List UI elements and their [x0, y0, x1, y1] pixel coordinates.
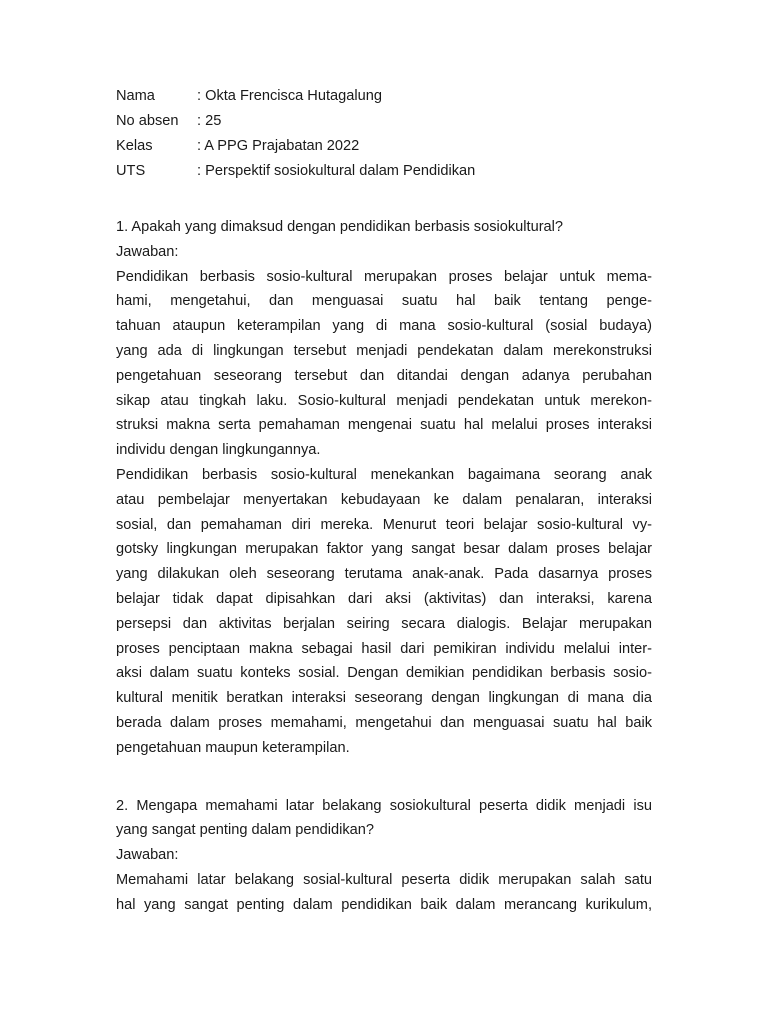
paragraph-line: Pendidikan berbasis sosio-kultural menekankan bagaimana seorang anak [116, 466, 652, 483]
header-row-kelas [116, 134, 652, 159]
answer-1-paragraph-2 [116, 463, 652, 761]
question-2-line: yang sangat penting dalam pendidikan? [116, 822, 375, 839]
paragraph-line: atau pembelajar menyertakan kebudayaan ke dalam penalaran, interaksi [116, 491, 652, 508]
header-row-nama [116, 84, 652, 109]
header-row-no-absen [116, 109, 652, 134]
paragraph-line: kultural menitik beratkan interaksi seseorang dengan lingkungan di mana dia [116, 690, 652, 707]
header-block [116, 84, 652, 184]
header-label: UTS [116, 163, 146, 179]
paragraph-line: aksi dalam suatu konteks sosial. Dengan demikian pendidikan berbasis sosio- [116, 665, 652, 682]
paragraph-line: sikap atau tingkah laku. Sosio-kultural menjadi pendekatan untuk merekon- [116, 392, 652, 409]
answer-label-1: Jawaban: [116, 243, 179, 260]
question-1: 1. Apakah yang dimaksud dengan pendidikan berbasis sosiokultural? [116, 219, 564, 235]
header-value: : Perspektif sosiokultural dalam Pendidikan [197, 163, 476, 179]
paragraph-line: individu dengan lingkungannya. [116, 442, 321, 459]
question-1-section [116, 215, 652, 761]
paragraph-line: Memahami latar belakang sosial-kultural peserta didik merupakan salah satu [116, 871, 652, 888]
header-label: Nama [116, 88, 155, 104]
paragraph-line: hal yang sangat penting dalam pendidikan baik dalam merancang kurikulum, [116, 896, 652, 913]
header-value: : Okta Frencisca Hutagalung [197, 88, 382, 104]
paragraph-line: yang dilakukan oleh seseorang terutama anak-anak. Pada dasarnya proses [116, 566, 652, 583]
paragraph-line: pengetahuan seseorang tersebut dan ditandai dengan adanya perubahan [116, 367, 652, 384]
paragraph-line: yang ada di lingkungan tersebut menjadi pendekatan dalam merekonstruksi [116, 342, 652, 359]
paragraph-line: Pendidikan berbasis sosio-kultural merupakan proses belajar untuk mema- [116, 268, 652, 285]
paragraph-line: persepsi dan aktivitas berjalan seiring secara dialogis. Belajar merupakan [116, 615, 652, 632]
question-2-line: 2. Mengapa memahami latar belakang sosiokultural peserta didik menjadi isu [116, 797, 652, 814]
paragraph-line: sosial, dan pemahaman diri mereka. Menurut teori belajar sosio-kultural vy- [116, 516, 652, 533]
paragraph-line: gotsky lingkungan merupakan faktor yang sangat besar dalam proses belajar [116, 541, 652, 558]
question-2-section [116, 794, 652, 918]
header-row-uts [116, 159, 652, 184]
document-page [116, 84, 652, 918]
paragraph-line: struksi makna serta pemahaman mengenai suatu hal melalui proses interaksi [116, 417, 652, 434]
header-value: : A PPG Prajabatan 2022 [197, 138, 360, 154]
header-label: Kelas [116, 138, 153, 154]
paragraph-line: tahuan ataupun keterampilan yang di mana sosio-kultural (sosial budaya) [116, 318, 652, 335]
paragraph-line: belajar tidak dapat dipisahkan dari aksi (aktivitas) dan interaksi, karena [116, 590, 652, 607]
answer-label-2: Jawaban: [116, 847, 179, 864]
answer-1-paragraph-1 [116, 265, 652, 463]
paragraph-line: pengetahuan maupun keterampilan. [116, 739, 350, 756]
paragraph-line: berada dalam proses memahami, mengetahui dan menguasai suatu hal baik [116, 714, 652, 731]
answer-2-paragraph-1 [116, 868, 652, 918]
header-value: : 25 [197, 113, 222, 129]
header-label: No absen [116, 113, 179, 129]
paragraph-line: proses penciptaan makna sebagai hasil dari pemikiran individu melalui inter- [116, 640, 652, 657]
paragraph-line: hami, mengetahui, dan menguasai suatu hal baik tentang penge- [116, 293, 652, 310]
